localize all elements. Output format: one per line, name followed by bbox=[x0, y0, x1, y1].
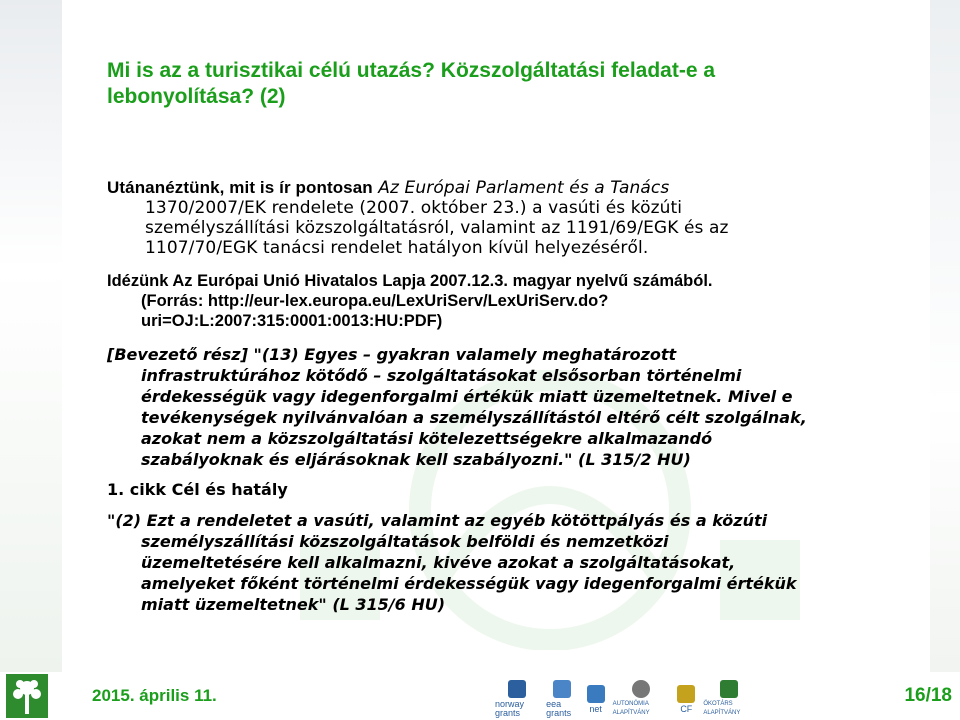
article-line-5: miatt üzemeltetnek" (L 315/6 HU) bbox=[141, 595, 446, 614]
intro-line-2: 1370/2007/EK rendelete (2007. október 23.) a vasúti és közúti bbox=[145, 198, 683, 218]
footer-date: 2015. április 11. bbox=[92, 686, 217, 705]
preamble-line-2: infrastruktúrához kötődő – szolgáltatásokat elsősorban történelmi bbox=[141, 366, 742, 385]
norway-grants-logo bbox=[495, 680, 538, 718]
source-line-3: uri=OJ:L:2007:315:0001:0013:HU:PDF) bbox=[141, 312, 443, 330]
sponsor-logos bbox=[495, 680, 755, 718]
article-line-2: személyszállítási közszolgáltatások belföldi és nemzetközi bbox=[141, 532, 669, 551]
okotars-label: ÖKOTÁRS ALAPÍTVÁNY bbox=[703, 701, 741, 716]
intro-regulation-name: Az Európai Parlament és a Tanács bbox=[378, 178, 670, 198]
article-line-3: üzemeltetésére kell alkalmazni, kivéve azokat a szolgáltatásokat, bbox=[141, 553, 736, 572]
preamble-line-3: érdekességük vagy idegenforgalmi értékük miatt üzemeltetnek. Mivel e bbox=[141, 387, 793, 406]
intro-lead: Utánanéztünk, mit is ír pontosan bbox=[107, 178, 373, 197]
source-paragraph bbox=[107, 271, 907, 331]
source-line-1: Idézünk Az Európai Unió Hivatalos Lapja 2007.12.3. magyar nyelvű számából. bbox=[107, 272, 713, 290]
quote-article bbox=[107, 510, 907, 615]
article-line-1: "(2) Ezt a rendeletet a vasúti, valamint az egyéb kötöttpályás és a közúti bbox=[107, 511, 768, 530]
right-decorative-band bbox=[930, 0, 960, 672]
article-line-4: amelyeket főként történelmi érdekességük vagy idegenforgalmi értékük bbox=[141, 574, 797, 593]
left-decorative-band bbox=[0, 0, 62, 672]
tree-logo-icon bbox=[6, 674, 48, 718]
article-heading-text: 1. cikk Cél és hatály bbox=[107, 480, 288, 499]
cf-logo bbox=[677, 685, 695, 714]
net-label: net bbox=[589, 703, 602, 714]
preamble-line-6: szabályoknak és eljárásoknak kell szabályozni." (L 315/2 HU) bbox=[141, 450, 691, 469]
page-number: 16/18 bbox=[904, 685, 952, 706]
net-logo bbox=[587, 685, 605, 714]
cf-label: CF bbox=[680, 703, 693, 714]
intro-paragraph bbox=[107, 178, 907, 258]
eea-grants-logo bbox=[546, 680, 578, 718]
eea-grants-label: eea grants bbox=[546, 699, 572, 718]
norway-grants-label: norway grants bbox=[495, 699, 525, 718]
title-line-1: Mi is az a turisztikai célú utazás? Közszolgáltatási feladat-e a bbox=[107, 59, 716, 82]
okotars-logo bbox=[703, 680, 755, 718]
source-line-2: (Forrás: http://eur-lex.europa.eu/LexUriServ/LexUriServ.do? bbox=[141, 292, 609, 310]
title-line-2: lebonyolítása? (2) bbox=[107, 85, 286, 108]
intro-line-4: 1107/70/EGK tanácsi rendelet hatályon kívül helyezéséről. bbox=[145, 238, 649, 258]
quote-preamble bbox=[107, 344, 907, 470]
autonomia-label: AUTONÓMIA ALAPÍTVÁNY bbox=[612, 701, 650, 716]
autonomia-logo bbox=[613, 680, 670, 718]
preamble-line-4: tevékenységek nyilvánvalóan a személyszállítástól eltérő célt szolgálnak, bbox=[141, 408, 807, 427]
article-heading bbox=[107, 480, 907, 500]
preamble-line-1: [Bevezető rész] "(13) Egyes – gyakran valamely meghatározott bbox=[107, 345, 677, 364]
preamble-line-5: azokat nem a közszolgáltatási kötelezettségekre alkalmazandó bbox=[141, 429, 713, 448]
slide-title bbox=[107, 58, 867, 110]
intro-line-3: személyszállítási közszolgáltatásról, valamint az 1191/69/EGK és az bbox=[145, 218, 729, 238]
